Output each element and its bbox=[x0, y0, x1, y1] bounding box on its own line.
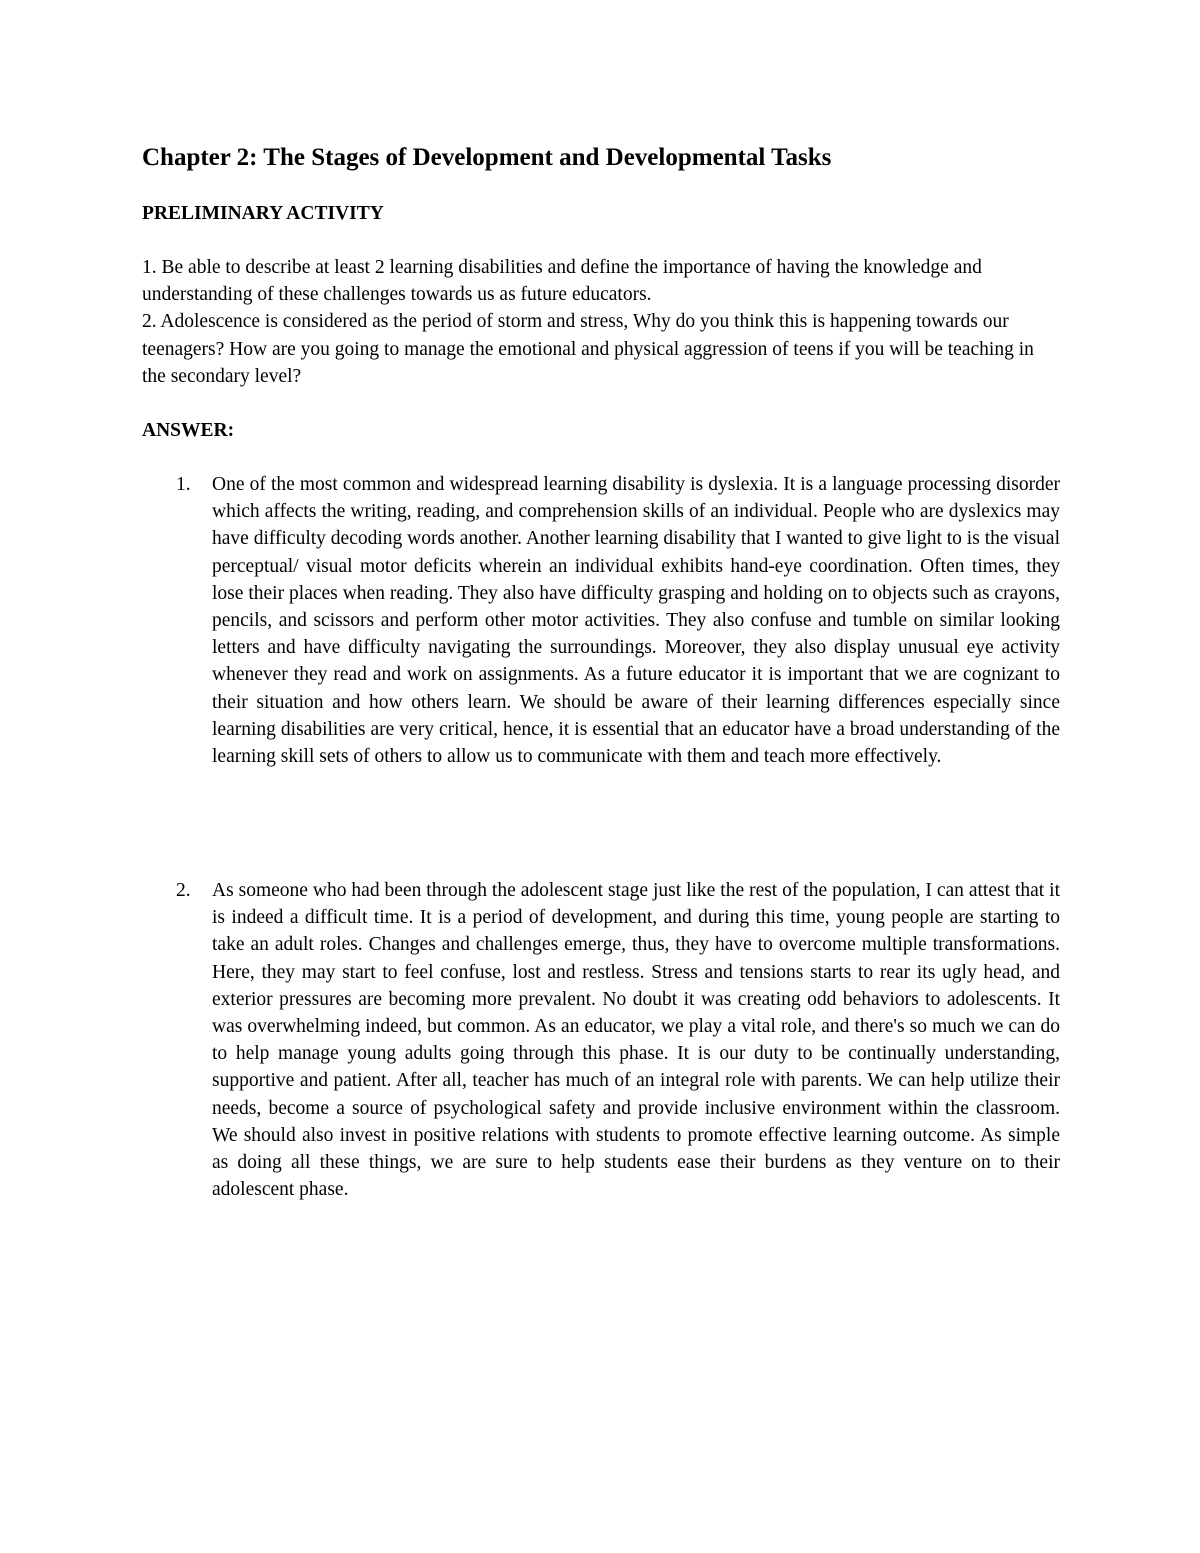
preliminary-activity-heading: PRELIMINARY ACTIVITY bbox=[142, 203, 384, 224]
preliminary-question-1: 1. Be able to describe at least 2 learning disabilities and define the importance of having the knowledge and understanding of these challenges towards us as future educators. bbox=[142, 257, 982, 306]
answer-list-2 bbox=[142, 877, 1060, 1203]
answer-item-1 bbox=[142, 471, 1060, 770]
answer-text-2: As someone who had been through the adolescent stage just like the rest of the population, I can attest that it is indeed a difficult time. It is a period of development, and during this time, young people are starting to take an adult roles. Changes and challenges emerge, thus, they have to overcome multiple transformations. Here, they may start to feel confuse, lost and restless. Stress and tensions starts to rear its ugly head, and exterior pressures are becoming more prevalent. No doubt it was creating odd behaviors to adolescents. It was overwhelming indeed, but common. As an educator, we play a vital role, and there's so much we can do to help manage young adults going through this phase. It is our duty to be continually understanding, supportive and patient. After all, teacher has much of an integral role with parents. We can help utilize their needs, become a source of psychological safety and provide inclusive environment within the classroom. We should also invest in positive relations with students to promote effective learning outcome. As simple as doing all these things, we are sure to help students ease their burdens as they venture on to their adolescent phase. bbox=[212, 880, 1060, 1201]
preliminary-questions-list bbox=[142, 254, 1042, 390]
answer-number-1: 1. bbox=[176, 474, 191, 495]
answer-number-2: 2. bbox=[176, 880, 191, 901]
answer-item-2 bbox=[142, 877, 1060, 1203]
answer-text-1: One of the most common and widespread learning disability is dyslexia. It is a language processing disorder which affects the writing, reading, and comprehension skills of an individual. People who are dyslexics may have difficulty decoding words another. Another learning disability that I wanted to give light to is the visual perceptual/ visual motor deficits wherein an individual exhibits hand-eye coordination. Often times, they lose their places when reading. They also have difficulty grasping and holding on to objects such as crayons, pencils, and scissors and perform other motor activities. They also confuse and tumble on similar looking letters and have difficulty navigating the surroundings. Moreover, they also display unusual eye activity whenever they read and work on assignments. As a future educator it is important that we are cognizant to their situation and how others learn. We should be aware of their learning differences especially since learning disabilities are very critical, hence, it is essential that an educator have a broad understanding of the learning skill sets of others to allow us to communicate with them and teach more effectively. bbox=[212, 474, 1060, 768]
document-title: Chapter 2: The Stages of Development and Developmental Tasks bbox=[142, 144, 832, 171]
answer-list-1 bbox=[142, 471, 1060, 770]
preliminary-question-2: 2. Adolescence is considered as the period of storm and stress, Why do you think this is happening towards our teenagers? How are you going to manage the emotional and physical aggression of teens if you will be teaching in the secondary level? bbox=[142, 311, 1034, 387]
answer-heading: ANSWER: bbox=[142, 420, 235, 441]
